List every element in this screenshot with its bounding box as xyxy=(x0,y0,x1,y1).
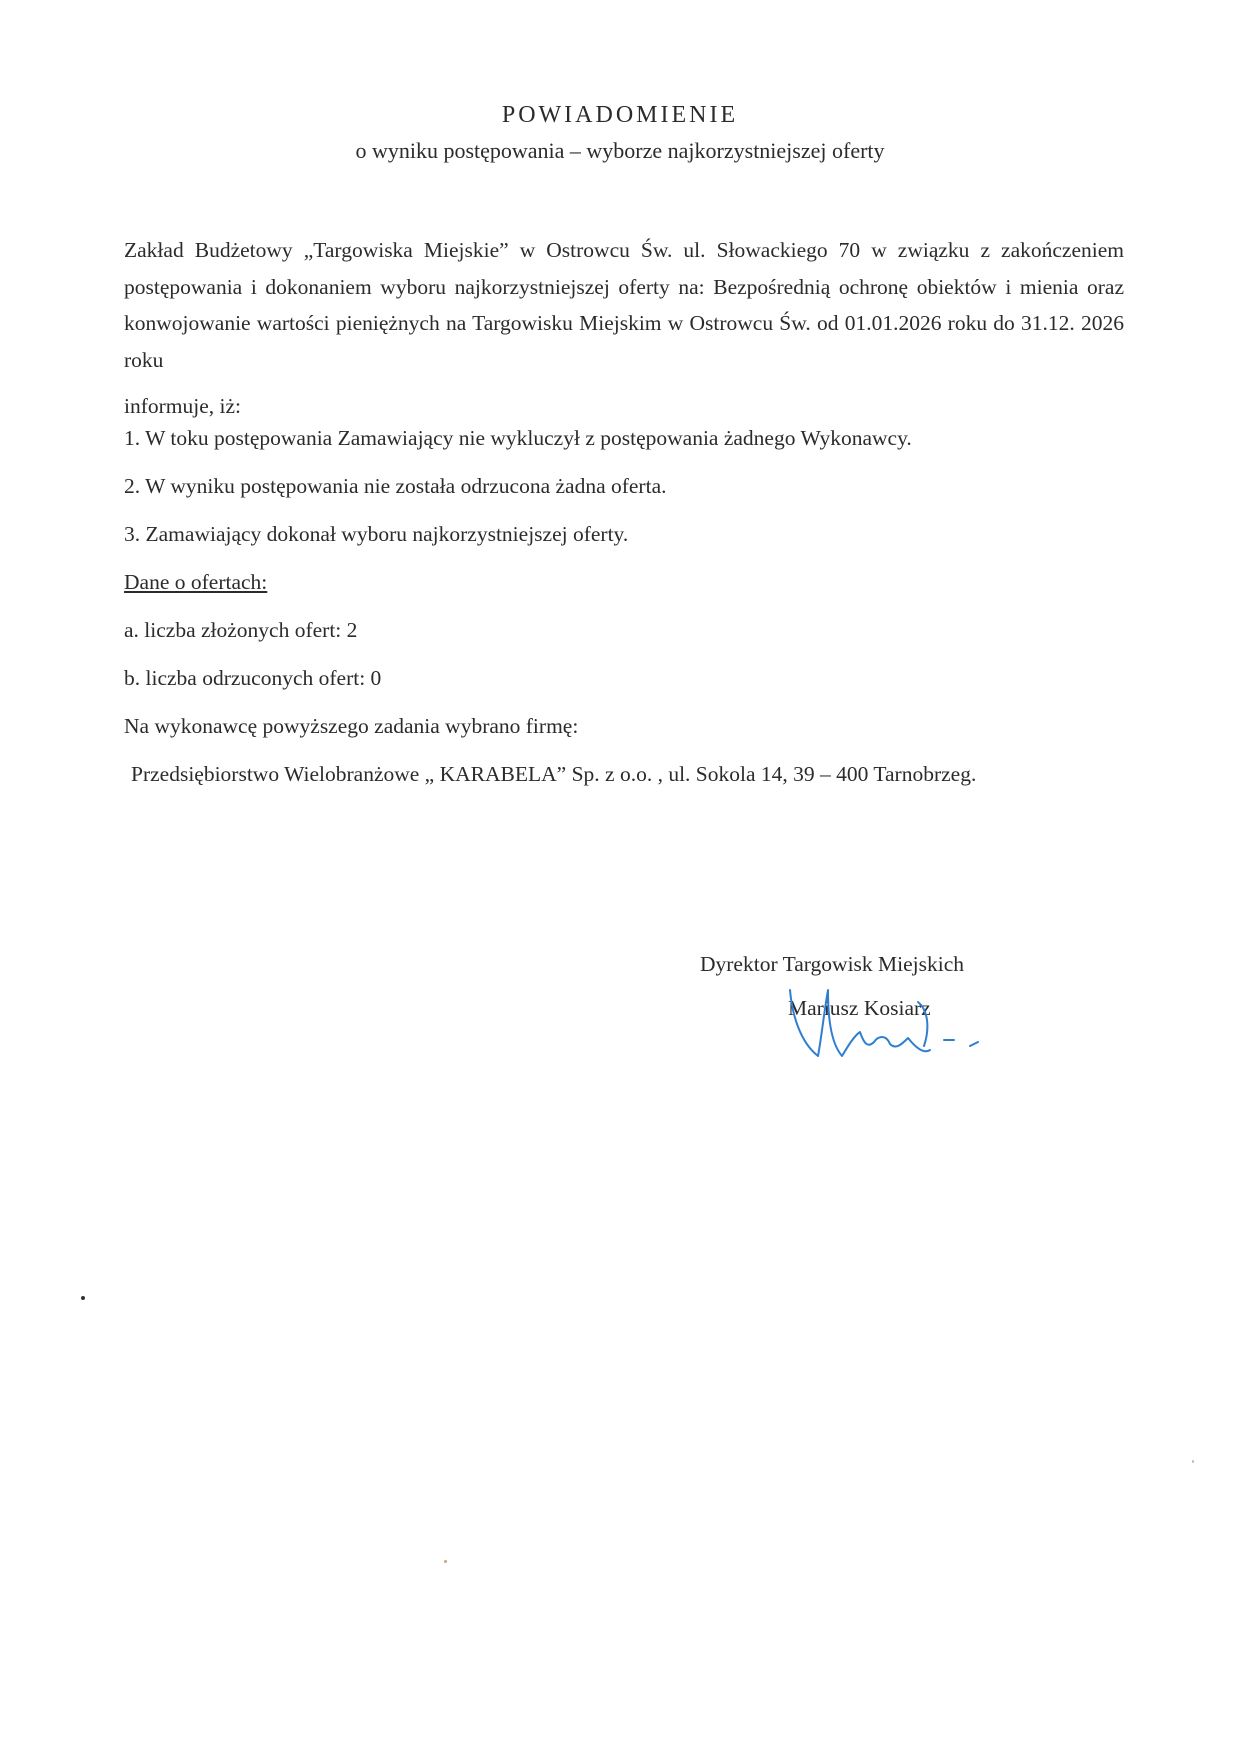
document-subtitle: o wyniku postępowania – wyborze najkorzystniejszej oferty xyxy=(355,138,885,163)
scan-speck xyxy=(444,1560,447,1563)
chosen-company: Przedsiębiorstwo Wielobranżowe „ KARABELA” Sp. z o.o. , ul. Sokola 14, 39 – 400 Tarnobrzeg. xyxy=(131,762,977,786)
rejected-offers-count: b. liczba odrzuconych ofert: 0 xyxy=(124,666,382,690)
list-item: 1. W toku postępowania Zamawiający nie wykluczył z postępowania żadnego Wykonawcy. xyxy=(124,426,912,450)
list-item: 3. Zamawiający dokonał wyboru najkorzystniejszej oferty. xyxy=(124,522,629,546)
handwritten-signature xyxy=(778,984,998,1064)
list-item: 2. W wyniku postępowania nie została odrzucona żadna oferta. xyxy=(124,474,667,498)
scan-speck xyxy=(81,1296,85,1300)
scan-speck xyxy=(1192,1460,1194,1463)
intro-paragraph: Zakład Budżetowy „Targowiska Miejskie” w Ostrowcu Św. ul. Słowackiego 70 w związku z zakończeniem postępowania i dokonaniem wyboru najkorzystniejszej oferty na: Bezpośrednią ochronę obiektów i mienia oraz konwojowanie wartości pieniężnych na Targowisku Miejskim w Ostrowcu Św. od 01.01.2026 roku do 31.12. 2026 roku xyxy=(124,238,1124,372)
chosen-contractor-intro: Na wykonawcę powyższego zadania wybrano firmę: xyxy=(124,714,579,738)
signature-block xyxy=(700,950,1120,1022)
signer-role: Dyrektor Targowisk Miejskich xyxy=(700,952,965,976)
offers-count: a. liczba złożonych ofert: 2 xyxy=(124,618,358,642)
document-title: POWIADOMIENIE xyxy=(501,102,739,128)
document-body xyxy=(124,232,1124,788)
informs-line: informuje, iż: xyxy=(124,394,242,418)
title-block xyxy=(0,100,1240,166)
offers-heading: Dane o ofertach: xyxy=(124,570,268,594)
signer-name: Mariusz Kosiarz xyxy=(788,996,931,1020)
